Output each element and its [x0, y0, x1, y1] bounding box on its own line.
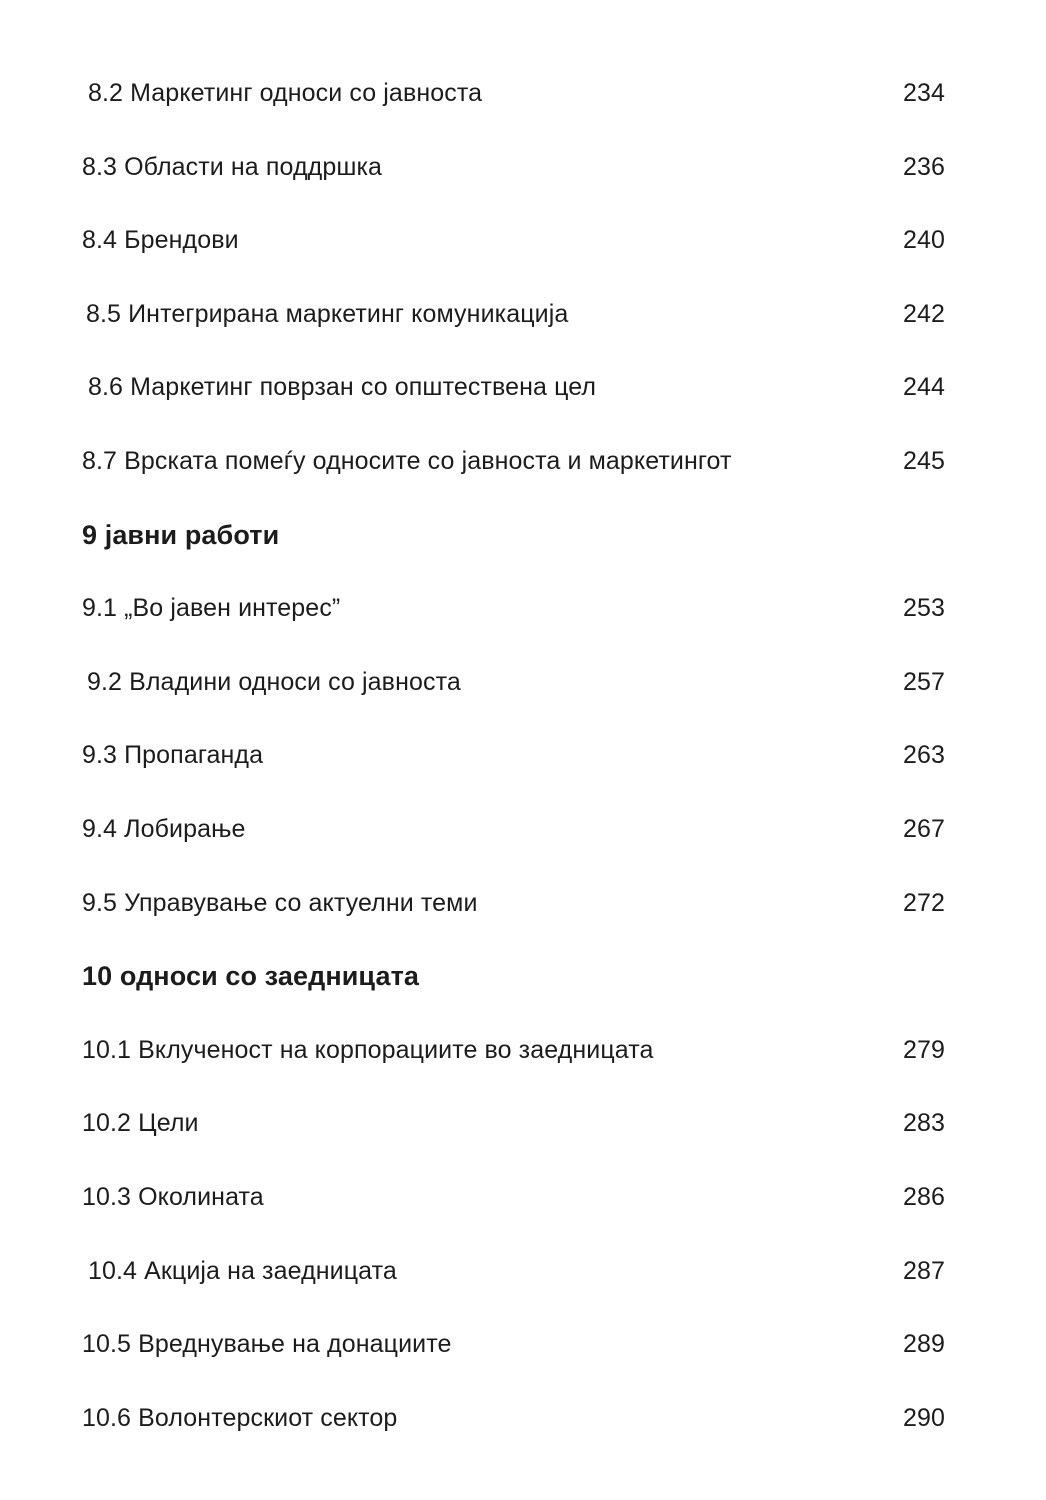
toc-page-number: 242	[902, 299, 945, 328]
toc-entry-label: 8.2 Маркетинг односи со јавноста	[88, 79, 483, 107]
toc-entry-label: 9 јавни работи	[82, 519, 280, 550]
toc-entry	[82, 78, 945, 152]
toc-page-number: 240	[902, 226, 945, 255]
toc-entry-label: 9.4 Лобирање	[82, 814, 246, 843]
toc-page-number: 267	[902, 814, 945, 843]
toc-page-number: 245	[902, 446, 945, 475]
toc-entry	[82, 152, 945, 226]
toc-entry	[82, 667, 945, 741]
toc-page-number: 272	[902, 888, 945, 917]
toc-entry-label: 10 односи со заедницата	[82, 961, 420, 992]
toc-entry	[82, 1329, 945, 1403]
toc-entry	[82, 299, 945, 373]
toc-entry	[82, 1108, 945, 1182]
toc-section-heading	[82, 961, 945, 1035]
toc-page-number: 263	[902, 741, 945, 770]
toc-entry	[82, 446, 945, 520]
toc-entry	[82, 1035, 945, 1109]
toc-page-number: 244	[902, 373, 945, 402]
toc-entry-label: 10.3 Околината	[82, 1182, 264, 1211]
toc-entry-label: 8.7 Врската помеѓу односите со јавноста и маркетингот	[82, 446, 732, 475]
toc-page-number: 287	[902, 1256, 945, 1285]
toc-entry-label: 10.6 Волонтерскиот сектор	[82, 1403, 398, 1432]
toc-entry-label: 10.1 Вклученост на корпорациите во заедницата	[82, 1035, 654, 1064]
toc-entry-label: 8.5 Интегрирана маркетинг комуникација	[86, 299, 569, 328]
toc-entry	[82, 740, 945, 814]
toc-entry-label: 9.5 Управување со актуелни теми	[82, 888, 478, 917]
toc-entry	[82, 888, 945, 962]
toc-page-number: 290	[902, 1403, 945, 1432]
toc-entry-label: 10.5 Вреднување на донациите	[82, 1330, 452, 1359]
toc-entry-label: 9.3 Пропаганда	[82, 741, 264, 770]
toc-entry-label: 8.3 Области на поддршка	[82, 152, 383, 181]
toc-entry	[82, 1256, 945, 1330]
toc-page-number: 289	[902, 1330, 945, 1359]
toc-section-heading	[82, 520, 945, 594]
toc-entry	[82, 225, 945, 299]
toc-entry-label: 9.2 Владини односи со јавноста	[87, 667, 461, 696]
toc-entry-label: 10.4 Акција на заедницата	[88, 1256, 397, 1285]
toc-entry	[82, 814, 945, 888]
toc-page-number: 257	[902, 667, 945, 696]
toc-entry	[82, 1403, 945, 1477]
toc-entry	[82, 593, 945, 667]
toc-entry-label: 9.1 „Во јавен интерес”	[82, 594, 341, 623]
toc-page-number: 279	[902, 1035, 945, 1064]
toc-page-number: 236	[902, 152, 945, 181]
toc-entry-label: 8.4 Брендови	[82, 226, 239, 255]
toc-page-number: 283	[902, 1109, 945, 1138]
toc-page-number: 253	[902, 594, 945, 623]
toc-page-number: 234	[902, 79, 945, 107]
toc-entry-label: 8.6 Маркетинг поврзан со општествена цел	[88, 373, 597, 402]
toc-entry	[82, 372, 945, 446]
toc-page-number: 286	[902, 1182, 945, 1211]
toc-entry	[82, 1182, 945, 1256]
toc-entry-label: 10.2 Цели	[82, 1109, 199, 1138]
